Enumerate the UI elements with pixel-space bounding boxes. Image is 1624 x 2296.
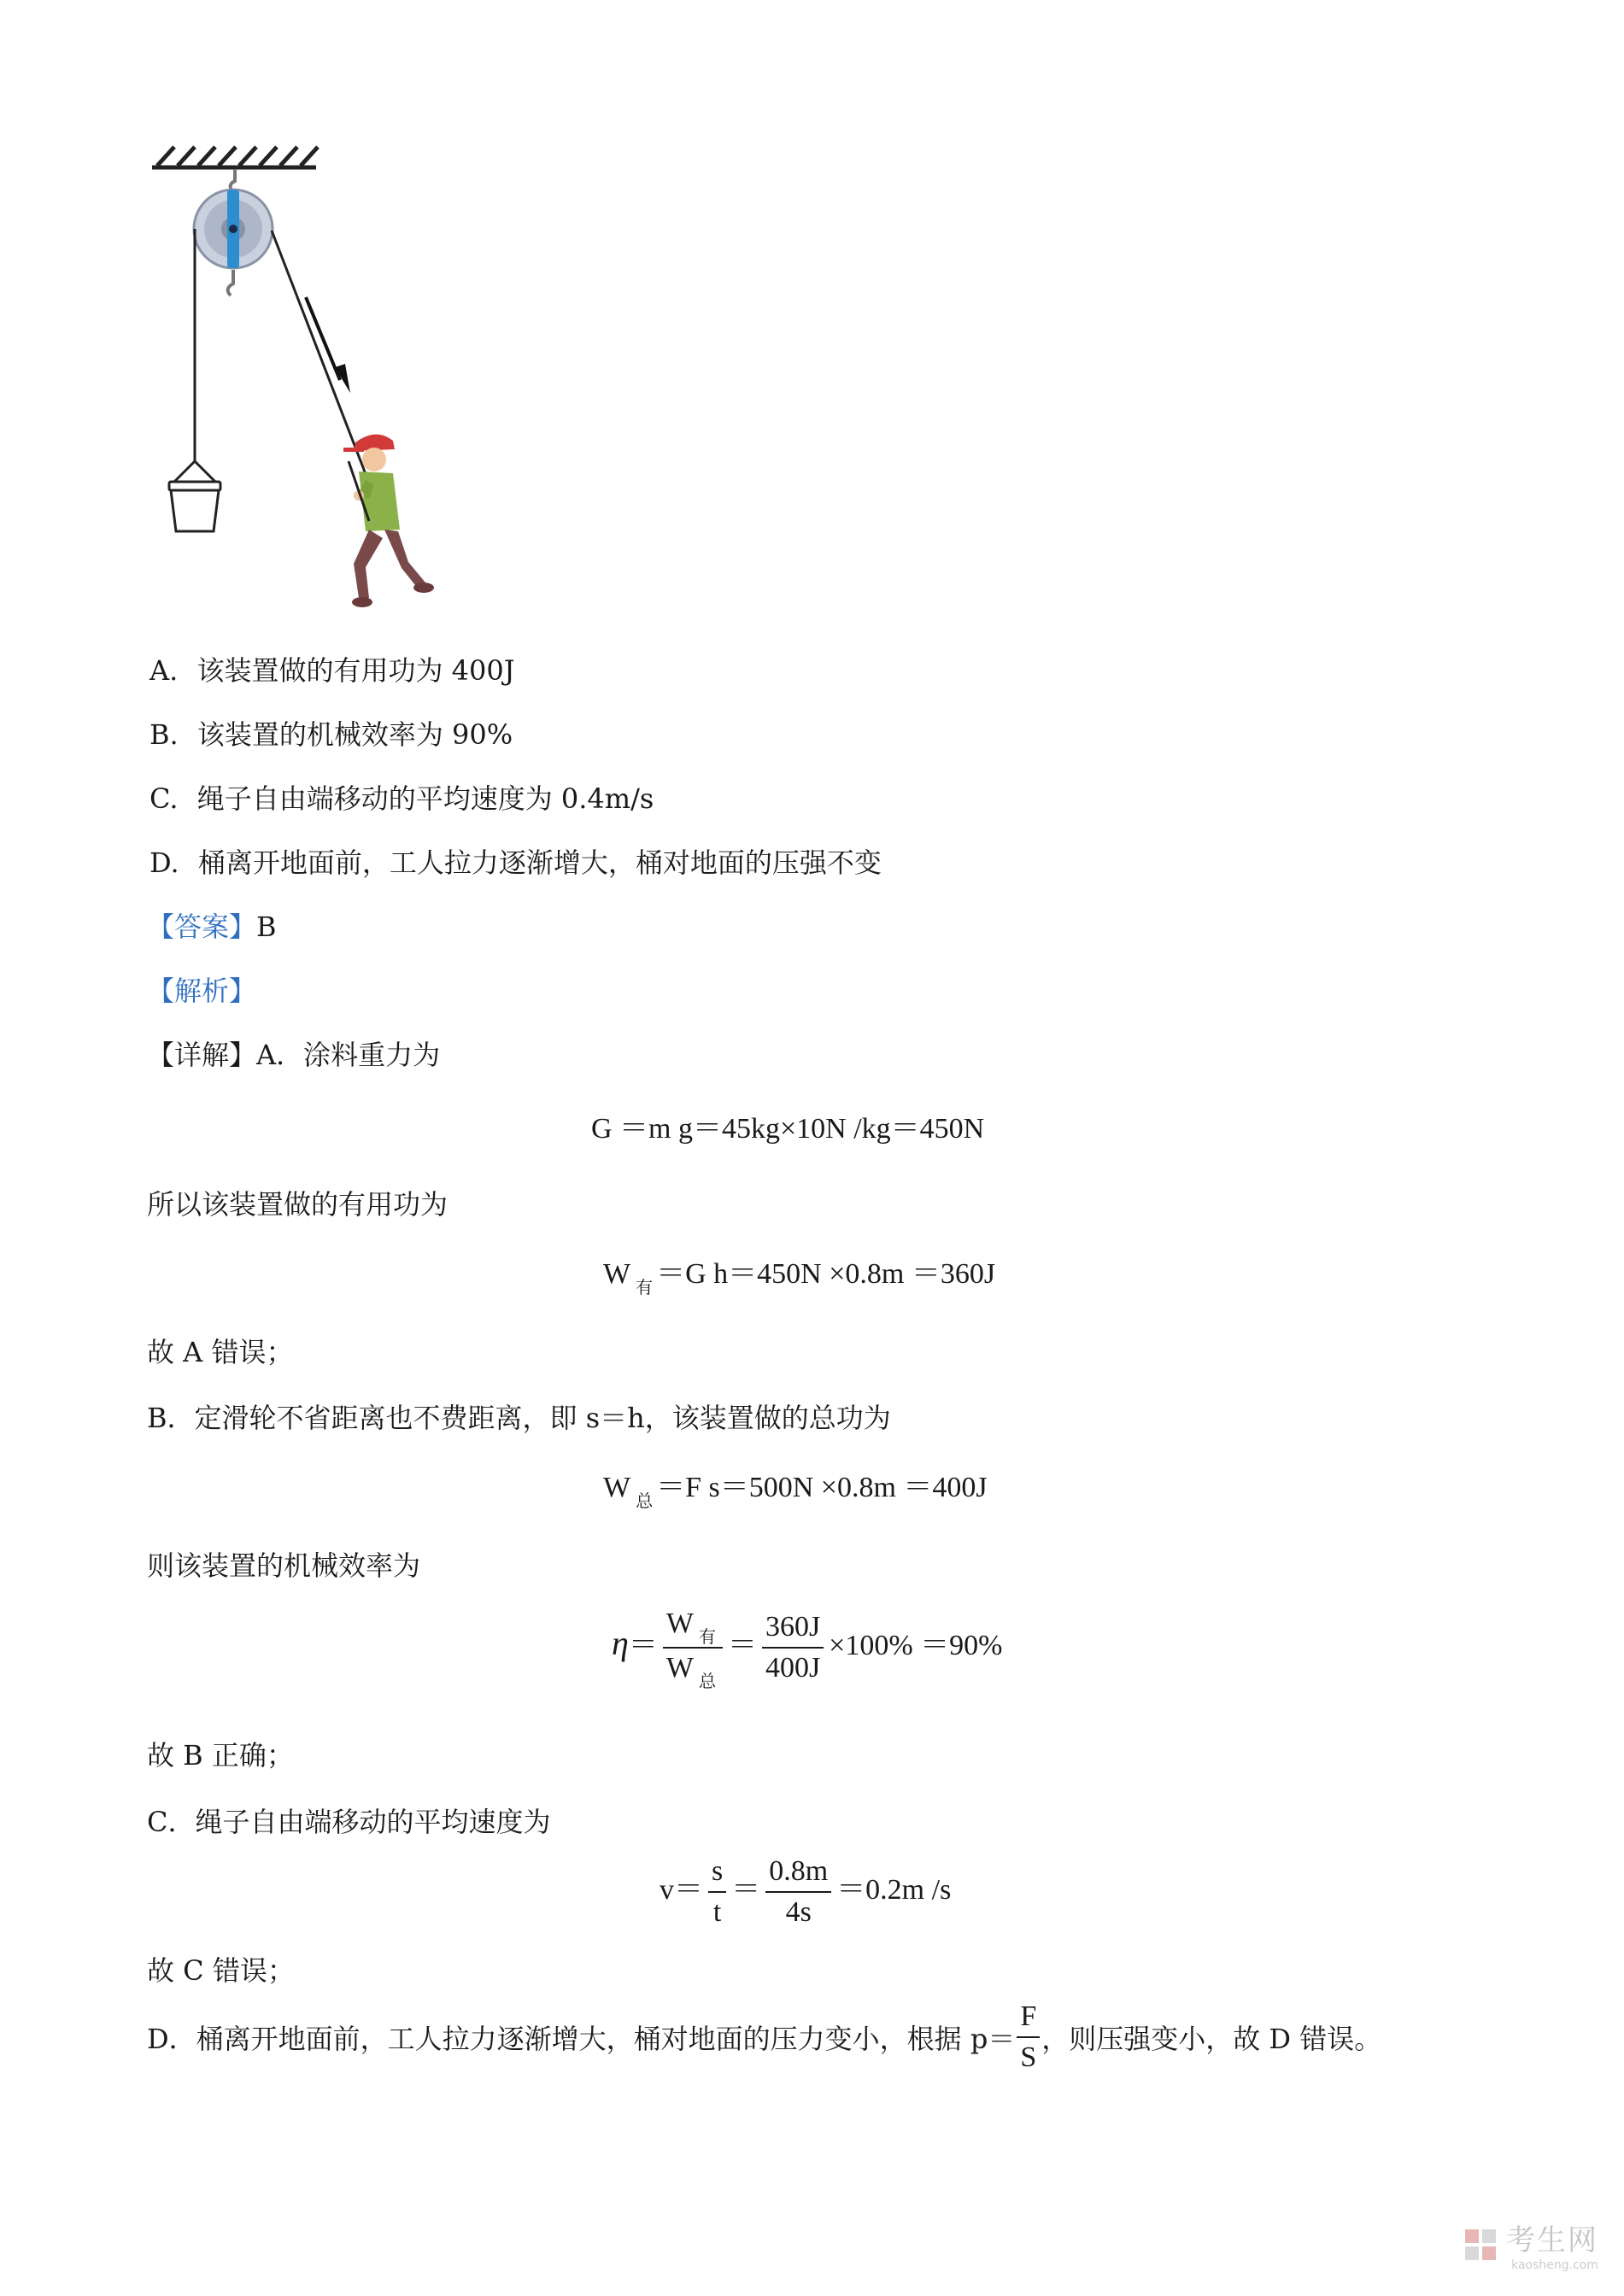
detail-line-6: 故 B 正确； [147,1739,294,1772]
ceiling [152,147,318,167]
equation-velocity [660,1854,951,1930]
option-a-text: 该装置做的有用功为 400J [196,654,515,687]
watermark-text-block [1506,2217,1598,2272]
eq2-w: W [603,1258,631,1290]
option-b [150,713,513,753]
eq4-eq: ＝ [628,1629,658,1661]
line9-frac [1017,1999,1040,2076]
option-d-text: 桶离开地面前，工人拉力逐渐增大，桶对地面的压强不变 [197,846,882,879]
eq4-den-1 [663,1649,723,1690]
eq5-num-2: 0.8m [765,1854,831,1893]
eq4-num-w: W [665,1608,694,1639]
detail-line-4: B．定滑轮不省距离也不费距离，即 s＝h，该装置做的总功为 [147,1402,891,1434]
answer-value: B [256,911,277,943]
detail-line-3: 故 A 错误； [147,1336,294,1368]
equation-gravity: G ＝m g＝45kg×10N /kg＝450N [591,1113,985,1145]
eq4-num-2: 360J [762,1609,824,1649]
eq3-w: W [603,1472,631,1503]
eq4-frac-1 [663,1606,723,1690]
eq4-den-w: W [665,1652,694,1684]
detail-line-7: C．绳子自由端移动的平均速度为 [147,1806,551,1838]
eq4-den-2: 400J [765,1652,821,1684]
eq5-den-2: 4s [785,1896,812,1928]
watermark-url: kaosheng.com [1511,2258,1598,2272]
option-b-letter: B. [150,718,179,751]
analysis-line [147,969,256,1009]
answer-line [147,905,277,945]
detail-line-5: 则该装置的机械效率为 [147,1549,421,1582]
equation-efficiency [612,1606,1003,1690]
eq4-eta: η [612,1623,629,1662]
option-d [150,841,882,881]
eq5-eq: ＝ [731,1873,761,1906]
option-d-letter: D. [150,846,179,879]
option-c-letter: C. [150,782,179,815]
option-c-text: 绳子自由端移动的平均速度为 0.4m/s [196,782,654,815]
rope-right [272,231,366,474]
analysis-label: 【解析】 [147,975,257,1007]
eq4-eq-2: ＝ [727,1629,757,1661]
option-a-letter: A. [150,654,179,687]
eq3-sub: 总 [636,1492,654,1511]
line9-b: ，则压强变小，故 D 错误。 [1041,2023,1382,2055]
eq5-rest: ＝0.2m /s [836,1873,952,1906]
eq2-rest: ＝G h＝450N ×0.8m ＝360J [656,1258,996,1290]
detail-line-2: 所以该装置做的有用功为 [147,1188,449,1221]
option-a [150,649,515,688]
detail-line-9 [147,1999,1381,2076]
eq5-frac-2 [765,1854,831,1930]
watermark [1463,2217,1598,2272]
eq4-frac-2 [762,1609,824,1686]
detail-line-8: 故 C 错误； [147,1954,295,1987]
eq4-num-sub: 有 [698,1628,716,1647]
eq4-rest: ×100% ＝90% [829,1629,1003,1661]
watermark-text: 考生网 [1506,2223,1598,2258]
worker-figure [343,434,434,607]
eq5-frac-1 [708,1854,726,1930]
eq5-num-1: s [708,1854,726,1893]
watermark-logo-icon [1463,2228,1498,2262]
detail-intro: 【详解】A．涂料重力为 [147,1039,441,1071]
pulley-figure [145,137,470,624]
eq3-rest: ＝F s＝500N ×0.8m ＝400J [656,1472,988,1503]
eq5-den-1: t [712,1896,722,1928]
option-b-text: 该装置的机械效率为 90% [196,718,513,751]
line9-a: D．桶离开地面前，工人拉力逐渐增大，桶对地面的压力变小，根据 p＝ [147,2023,1016,2055]
equation-total-work [603,1463,988,1511]
line9-num: F [1017,1999,1040,2038]
equation-useful-work [603,1250,996,1297]
option-c [150,777,654,817]
answer-label: 【答案】 [147,911,257,943]
bucket [169,461,220,531]
line9-den: S [1020,2041,1037,2073]
eq4-num-1 [663,1606,723,1649]
eq4-den-sub: 总 [698,1672,716,1691]
pulley-wheel [194,190,273,268]
eq5-lhs: v＝ [660,1873,703,1906]
eq2-sub: 有 [636,1279,654,1297]
